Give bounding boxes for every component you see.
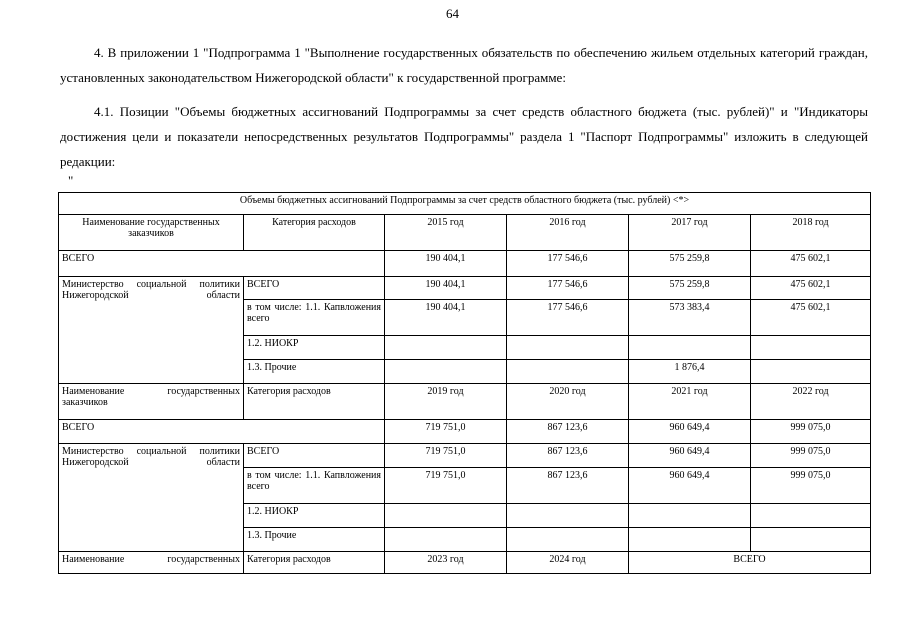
header-year: 2019 год: [385, 384, 507, 420]
table-row: [59, 251, 871, 277]
cell-value: 960 649,4: [629, 444, 751, 468]
row-label: ВСЕГО: [59, 251, 385, 277]
table-title: Объемы бюджетных ассигнований Подпрограммы за счет средств областного бюджета (тыс. рублей) <*>: [59, 193, 871, 215]
cell-value: [629, 528, 751, 552]
cell-value: 867 123,6: [507, 468, 629, 504]
opening-quote: ": [68, 173, 74, 188]
cell-value: [751, 360, 871, 384]
header-year: 2023 год: [385, 552, 507, 574]
header-category: Категория расходов: [244, 552, 385, 574]
cell-value: 573 383,4: [629, 300, 751, 336]
cell-value: 190 404,1: [385, 251, 507, 277]
header-year: 2022 год: [751, 384, 871, 420]
cell-value: 867 123,6: [507, 444, 629, 468]
row-label: в том числе: 1.1. Капвложения всего: [244, 468, 385, 504]
cell-value: [507, 528, 629, 552]
cell-value: [751, 504, 871, 528]
header-total: ВСЕГО: [629, 552, 871, 574]
header-year: 2016 год: [507, 215, 629, 251]
cell-value: 999 075,0: [751, 468, 871, 504]
table-header-row: [59, 552, 871, 574]
table-row: [59, 444, 871, 468]
cell-value: 960 649,4: [629, 468, 751, 504]
table-header-row: [59, 384, 871, 420]
cell-value: 177 546,6: [507, 300, 629, 336]
header-category: Категория расходов: [244, 384, 385, 420]
cell-value: 177 546,6: [507, 277, 629, 300]
cell-value: [507, 360, 629, 384]
cell-value: [385, 360, 507, 384]
row-label: 1.2. НИОКР: [244, 504, 385, 528]
row-label: 1.2. НИОКР: [244, 336, 385, 360]
table-row: [59, 420, 871, 444]
cell-value: 1 876,4: [629, 360, 751, 384]
cell-value: [629, 504, 751, 528]
cell-value: 190 404,1: [385, 277, 507, 300]
cell-value: 999 075,0: [751, 444, 871, 468]
header-year: 2021 год: [629, 384, 751, 420]
cell-value: 475 602,1: [751, 277, 871, 300]
header-customer: Наименование государственных: [59, 552, 244, 574]
cell-value: 719 751,0: [385, 420, 507, 444]
ministry-cell: Министерство социальной политики Нижегородской области: [59, 277, 244, 384]
row-label: в том числе: 1.1. Капвложения всего: [244, 300, 385, 336]
cell-value: 190 404,1: [385, 300, 507, 336]
header-category: Категория расходов: [244, 215, 385, 251]
cell-value: 177 546,6: [507, 251, 629, 277]
cell-value: 867 123,6: [507, 420, 629, 444]
cell-value: 719 751,0: [385, 444, 507, 468]
row-label: 1.3. Прочие: [244, 528, 385, 552]
row-label: ВСЕГО: [244, 444, 385, 468]
paragraph-4-1: 4.1. Позиции "Объемы бюджетных ассигнований Подпрограммы за счет средств областного бюджета (тыс. рублей)" и "Индикаторы достижения цели и показатели непосредственных результатов Подпрограммы" раздела 1 "Паспорт Подпрограммы" изложить в следующей редакции:: [60, 104, 868, 169]
cell-value: 719 751,0: [385, 468, 507, 504]
cell-value: [629, 336, 751, 360]
page-number: 64: [446, 6, 459, 21]
cell-value: [385, 528, 507, 552]
row-label: ВСЕГО: [59, 420, 385, 444]
cell-value: 960 649,4: [629, 420, 751, 444]
cell-value: [385, 504, 507, 528]
table-header-row: [59, 215, 871, 251]
header-customer: Наименование государственных заказчиков: [59, 215, 244, 251]
header-year: 2020 год: [507, 384, 629, 420]
ministry-cell: Министерство социальной политики Нижегородской области: [59, 444, 244, 552]
header-year: 2024 год: [507, 552, 629, 574]
cell-value: [385, 336, 507, 360]
header-year: 2018 год: [751, 215, 871, 251]
cell-value: [507, 504, 629, 528]
cell-value: [751, 336, 871, 360]
header-customer: Наименование государственных заказчиков: [59, 384, 244, 420]
header-year: 2017 год: [629, 215, 751, 251]
row-label: 1.3. Прочие: [244, 360, 385, 384]
cell-value: 475 602,1: [751, 300, 871, 336]
header-year: 2015 год: [385, 215, 507, 251]
cell-value: 575 259,8: [629, 251, 751, 277]
paragraph-4: 4. В приложении 1 "Подпрограмма 1 "Выполнение государственных обязательств по обеспечению жильем отдельных категорий граждан, установленных законодательством Нижегородской области" к государственной программе:: [60, 45, 868, 85]
budget-table: [58, 192, 871, 574]
cell-value: [507, 336, 629, 360]
table-title-row: [59, 193, 871, 215]
cell-value: [751, 528, 871, 552]
table-row: [59, 277, 871, 300]
cell-value: 999 075,0: [751, 420, 871, 444]
row-label: ВСЕГО: [244, 277, 385, 300]
cell-value: 475 602,1: [751, 251, 871, 277]
cell-value: 575 259,8: [629, 277, 751, 300]
